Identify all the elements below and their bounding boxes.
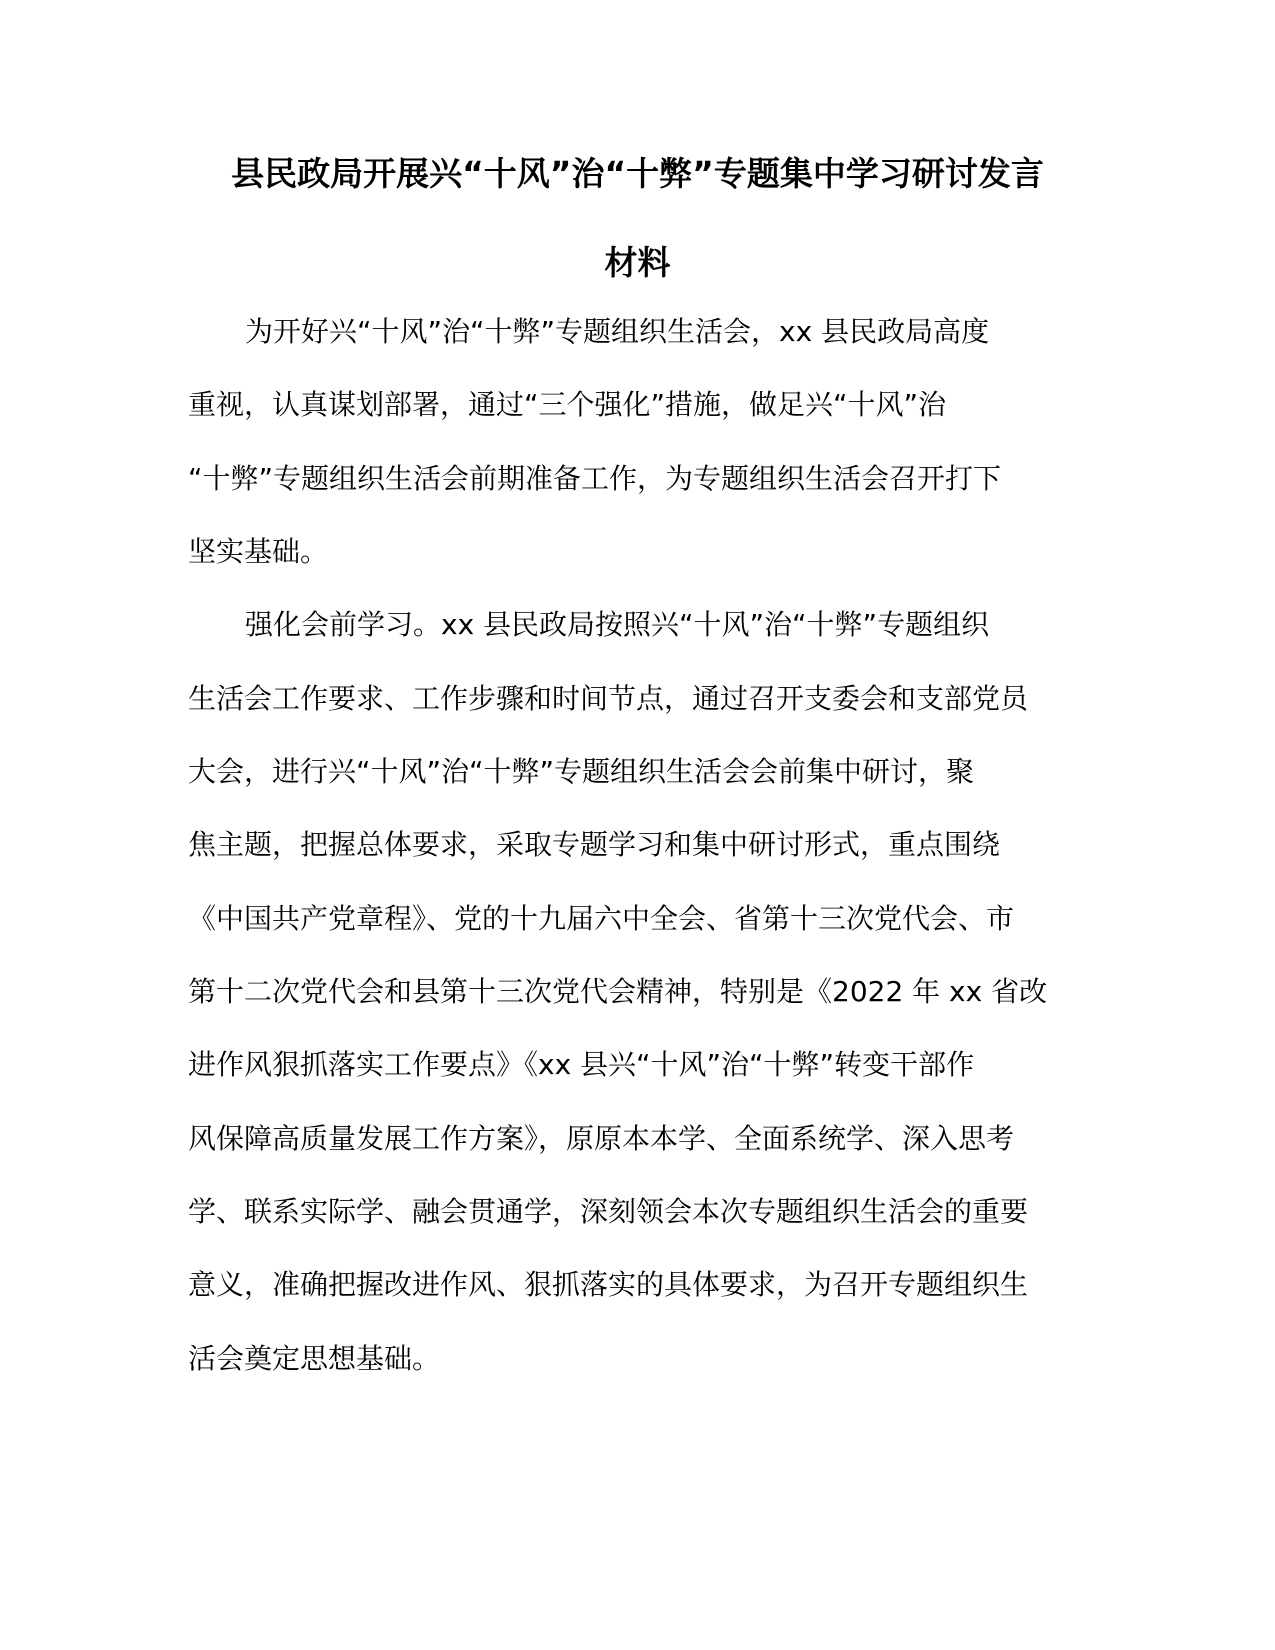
paragraph-2-line-8: 风保障高质量发展工作方案》，原原本本学、全面系统学、深入思考 [188, 1122, 1015, 1155]
paragraph-1-line-2: 重视，认真谋划部署，通过“三个强化”措施，做足兴“十风”治 [188, 388, 947, 421]
paragraph-1-line-1: 为开好兴“十风”治“十弊”专题组织生活会，xx 县民政局高度 [245, 315, 990, 348]
paragraph-2-line-9: 学、联系实际学、融会贯通学，深刻领会本次专题组织生活会的重要 [188, 1195, 1029, 1228]
paragraph-2-line-3: 大会，进行兴“十风”治“十弊”专题组织生活会会前集中研讨，聚 [188, 755, 975, 788]
paragraph-1-line-4: 坚实基础。 [188, 535, 329, 568]
paragraph-1-line-3: “十弊”专题组织生活会前期准备工作，为专题组织生活会召开打下 [188, 462, 1002, 495]
paragraph-2-line-11: 活会奠定思想基础。 [188, 1342, 441, 1375]
paragraph-2-line-6: 第十二次党代会和县第十三次党代会精神，特别是《2022 年 xx 省改 [188, 975, 1048, 1008]
document-title-line-1: 县民政局开展兴“十风”治“十弊”专题集中学习研讨发言 [231, 154, 1044, 193]
paragraph-2-line-10: 意义，准确把握改进作风、狠抓落实的具体要求，为召开专题组织生 [188, 1268, 1029, 1301]
paragraph-2-line-4: 焦主题，把握总体要求，采取专题学习和集中研讨形式，重点围绕 [188, 828, 1001, 861]
paragraph-2-line-1: 强化会前学习。xx 县民政局按照兴“十风”治“十弊”专题组织 [245, 608, 990, 641]
paragraph-2-line-2: 生活会工作要求、工作步骤和时间节点，通过召开支委会和支部党员 [188, 682, 1029, 715]
document-title-line-2: 材料 [604, 243, 671, 282]
paragraph-2-line-5: 《中国共产党章程》、党的十九届六中全会、省第十三次党代会、市 [188, 902, 1015, 935]
paragraph-2-line-7: 进作风狠抓落实工作要点》《xx 县兴“十风”治“十弊”转变干部作 [188, 1048, 975, 1081]
